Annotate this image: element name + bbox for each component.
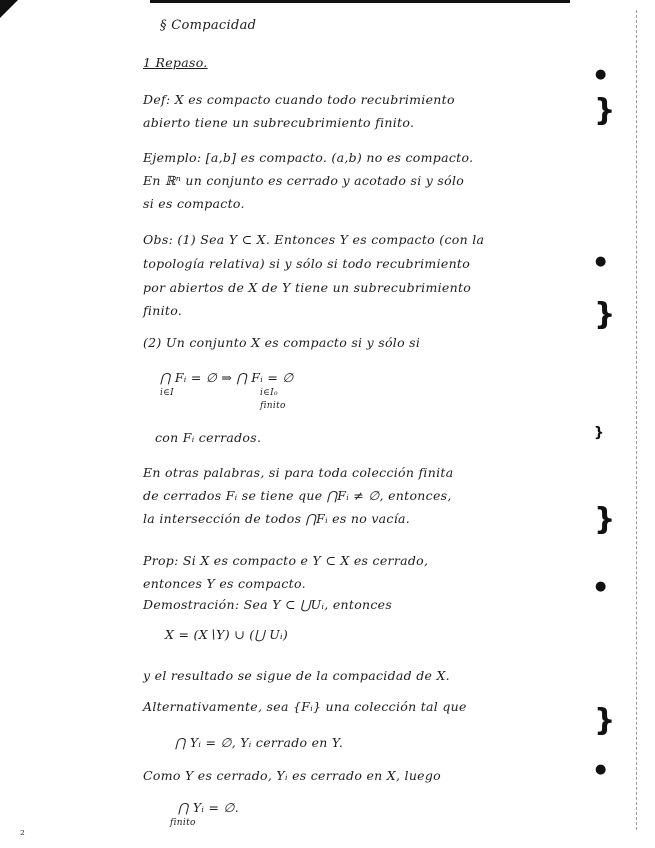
corner-mark bbox=[0, 0, 18, 18]
formula-index-right: i∈I₀ bbox=[260, 388, 278, 398]
observation-line-4: finito. bbox=[143, 303, 183, 318]
margin-dot: ● bbox=[595, 67, 607, 82]
section-title: § Compacidad bbox=[160, 18, 257, 33]
formula-condition: con Fᵢ cerrados. bbox=[155, 430, 262, 445]
example-line-2: En ℝⁿ un conjunto es cerrado y acotado si y sólo bbox=[143, 173, 465, 188]
proof-line-1: Demostración: Sea Y ⊂ ⋃Uᵢ, entonces bbox=[143, 597, 393, 612]
margin-brace: } bbox=[594, 425, 604, 441]
remark-line-2: de cerrados Fᵢ se tiene que ⋂Fᵢ ≠ ∅, entonces, bbox=[143, 488, 452, 503]
remark-line-1: En otras palabras, si para toda colección finita bbox=[143, 465, 454, 480]
proof-line-2: y el resultado se sigue de la compacidad de X. bbox=[143, 668, 450, 683]
margin-brace: } bbox=[594, 703, 616, 738]
margin-brace: } bbox=[594, 502, 616, 537]
formula-intersection: ⋂ Fᵢ = ∅ ⇒ ⋂ Fᵢ = ∅ bbox=[160, 370, 294, 385]
proof-formula: X = (X∖Y) ∪ (⋃ Uᵢ) bbox=[165, 627, 289, 642]
observation-line-1: Obs: (1) Sea Y ⊂ X. Entonces Y es compacto (con la bbox=[143, 232, 485, 247]
example-line-3: si es compacto. bbox=[143, 196, 245, 211]
margin-dot: ● bbox=[595, 254, 607, 269]
remark-line-3: la intersección de todos ⋂Fᵢ es no vacía. bbox=[143, 511, 411, 526]
proof-line-4: Como Y es cerrado, Yᵢ es cerrado en X, luego bbox=[143, 768, 441, 783]
margin-dot: ● bbox=[595, 762, 607, 777]
observation-2-line: (2) Un conjunto X es compacto si y sólo si bbox=[143, 335, 421, 350]
margin-dot: ● bbox=[595, 579, 607, 594]
footer-mark: ² bbox=[20, 828, 25, 842]
proposition-line-1: Prop: Si X es compacto e Y ⊂ X es cerrado, bbox=[143, 553, 429, 568]
proof-finite-label: finito bbox=[170, 818, 196, 828]
top-rule bbox=[150, 0, 570, 3]
observation-line-2: topología relativa) si y sólo si todo recubrimiento bbox=[143, 256, 471, 271]
margin-brace: } bbox=[594, 297, 616, 332]
margin-line bbox=[636, 10, 637, 830]
subsection-title: 1 Repaso. bbox=[143, 55, 208, 70]
margin-brace: } bbox=[594, 93, 616, 128]
definition-line-2: abierto tiene un subrecubrimiento finito. bbox=[143, 115, 415, 130]
example-line-1: Ejemplo: [a,b] es compacto. (a,b) no es compacto. bbox=[143, 150, 474, 165]
observation-line-3: por abiertos de X de Y tiene un subrecubrimiento bbox=[143, 280, 472, 295]
proposition-line-2: entonces Y es compacto. bbox=[143, 576, 306, 591]
formula-index-left: i∈I bbox=[160, 388, 174, 398]
definition-line-1: Def: X es compacto cuando todo recubrimiento bbox=[143, 92, 455, 107]
proof-formula-2: ⋂ Yᵢ = ∅, Yᵢ cerrado en Y. bbox=[175, 735, 344, 750]
proof-line-3: Alternativamente, sea {Fᵢ} una colección tal que bbox=[143, 699, 467, 714]
formula-finite-label: finito bbox=[260, 401, 286, 411]
proof-formula-3: ⋂ Yᵢ = ∅. bbox=[178, 800, 239, 815]
